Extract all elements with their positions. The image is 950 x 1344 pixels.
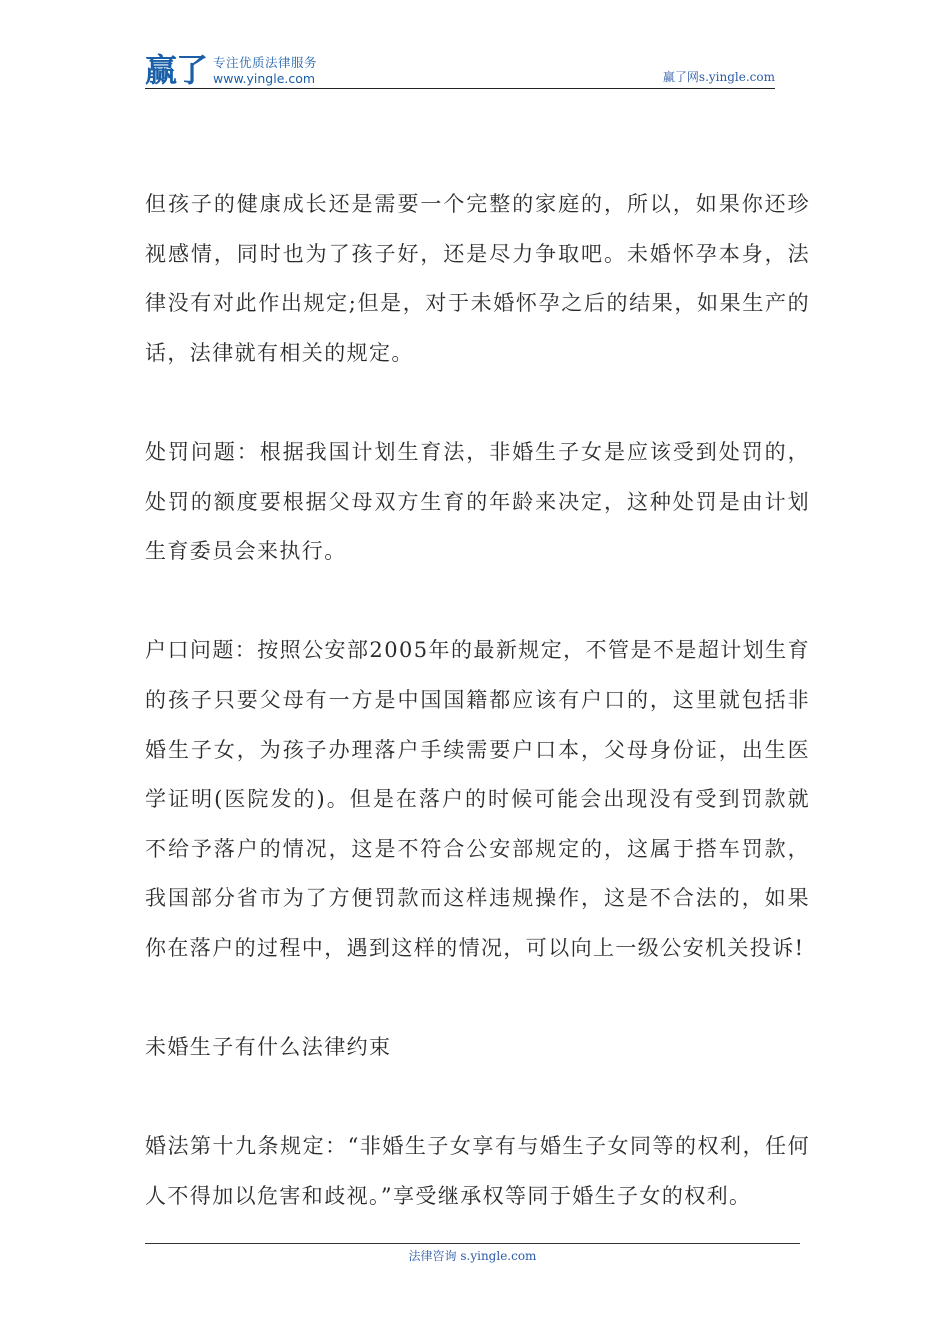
header-site-link[interactable]: 赢了网s.yingle.com [662, 70, 775, 84]
logo-tagline: 专注优质法律服务 [213, 55, 318, 70]
logo-mark: 赢了 [145, 51, 208, 89]
yingle-logo[interactable] [145, 48, 317, 88]
footer-divider [145, 1243, 800, 1244]
paragraph-intro: 但孩子的健康成长还是需要一个完整的家庭的，所以，如果你还珍视感情，同时也为了孩子好，还是尽力争取吧。未婚怀孕本身，法律没有对此作出规定;但是，对于未婚怀孕之后的结果，如果生产的话，法律就有相关的规定。 [145, 192, 810, 365]
header-divider [145, 88, 775, 89]
logo-texts [213, 55, 317, 88]
paragraph-gap [145, 378, 810, 428]
paragraph-marriage-law: 婚法第十九条规定：“非婚生子女享有与婚生子女同等的权利，任何人不得加以危害和歧视。”享受继承权等同于婚生子女的权利。 [145, 1134, 810, 1208]
paragraph-penalty: 处罚问题：根据我国计划生育法，非婚生子女是应该受到处罚的，处罚的额度要根据父母双方生育的年龄来决定，这种处罚是由计划生育委员会来执行。 [145, 439, 810, 564]
paragraph-gap [145, 577, 810, 627]
page-header [145, 48, 775, 90]
article-body [145, 180, 810, 1221]
section-heading: 未婚生子有什么法律约束 [145, 1035, 392, 1060]
paragraph-gap [145, 974, 810, 1024]
footer-link[interactable]: 法律咨询 s.yingle.com [408, 1249, 537, 1263]
paragraph-gap [145, 1073, 810, 1123]
logo-url: www.yingle.com [213, 71, 316, 86]
paragraph-household-registration: 户口问题：按照公安部2005年的最新规定，不管是不是超计划生育的孩子只要父母有一方是中国国籍都应该有户口的，这里就包括非婚生子女，为孩子办理落户手续需要户口本，父母身份证，出生医学证明(医院发的)。但是在落户的时候可能会出现没有受到罚款就不给予落户的情况，这是不符合公安部规定的，这属于搭车罚款，我国部分省市为了方便罚款而这样违规操作，这是不合法的，如果你在落户的过程中，遇到这样的情况，可以向上一级公安机关投诉! [145, 638, 810, 960]
